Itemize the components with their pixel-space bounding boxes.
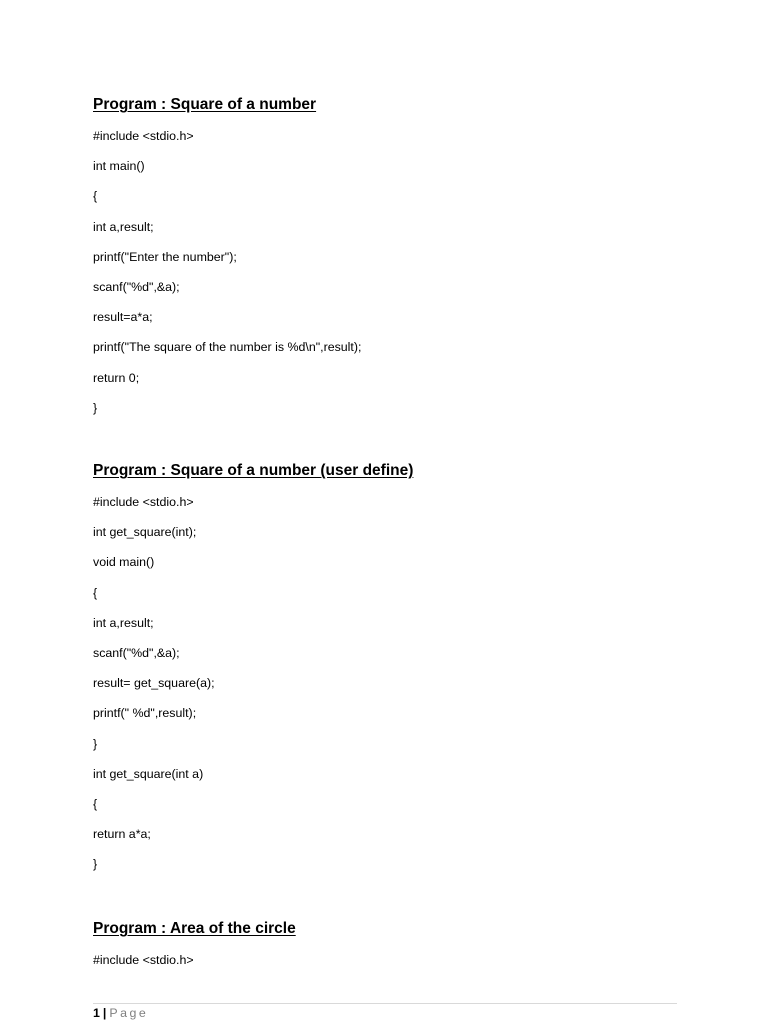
code-line: } <box>93 400 98 415</box>
footer-divider <box>93 1003 677 1004</box>
footer-separator: | <box>102 1006 107 1020</box>
section-square-user-define <box>93 462 413 880</box>
page-label: Page <box>109 1006 149 1020</box>
code-line: int get_square(int a) <box>93 766 204 781</box>
code-line: #include <stdio.h> <box>93 953 194 967</box>
code-line: scanf("%d",&a); <box>93 646 180 661</box>
code-block <box>93 121 361 423</box>
code-line: result= get_square(a); <box>93 676 215 691</box>
page-footer <box>93 1005 148 1021</box>
code-line: scanf("%d",&a); <box>93 280 180 295</box>
code-line: } <box>93 736 98 751</box>
code-line: int a,result; <box>93 219 154 234</box>
code-line: { <box>93 585 98 600</box>
section-square <box>93 96 361 423</box>
code-line: } <box>93 857 98 872</box>
page-number: 1 <box>93 1006 100 1020</box>
code-line: int get_square(int); <box>93 525 197 540</box>
code-line: printf(" %d",result); <box>93 706 197 721</box>
code-line: printf("Enter the number"); <box>93 249 237 264</box>
code-block <box>93 487 413 880</box>
section-area-circle <box>93 920 296 975</box>
code-line: { <box>93 797 98 812</box>
section-heading: Program : Area of the circle <box>93 920 296 937</box>
code-line: return a*a; <box>93 827 151 842</box>
section-heading: Program : Square of a number (user define) <box>93 462 414 479</box>
code-line: printf("The square of the number is %d\n",result); <box>93 340 362 355</box>
code-line: { <box>93 189 98 204</box>
code-line: return 0; <box>93 370 140 385</box>
code-line: int main() <box>93 159 145 174</box>
code-line: int a,result; <box>93 615 154 630</box>
code-line: void main() <box>93 555 155 570</box>
code-block <box>93 945 296 975</box>
code-line: #include <stdio.h> <box>93 495 194 509</box>
section-heading: Program : Square of a number <box>93 96 317 113</box>
code-line: result=a*a; <box>93 310 153 325</box>
code-line: #include <stdio.h> <box>93 129 194 143</box>
